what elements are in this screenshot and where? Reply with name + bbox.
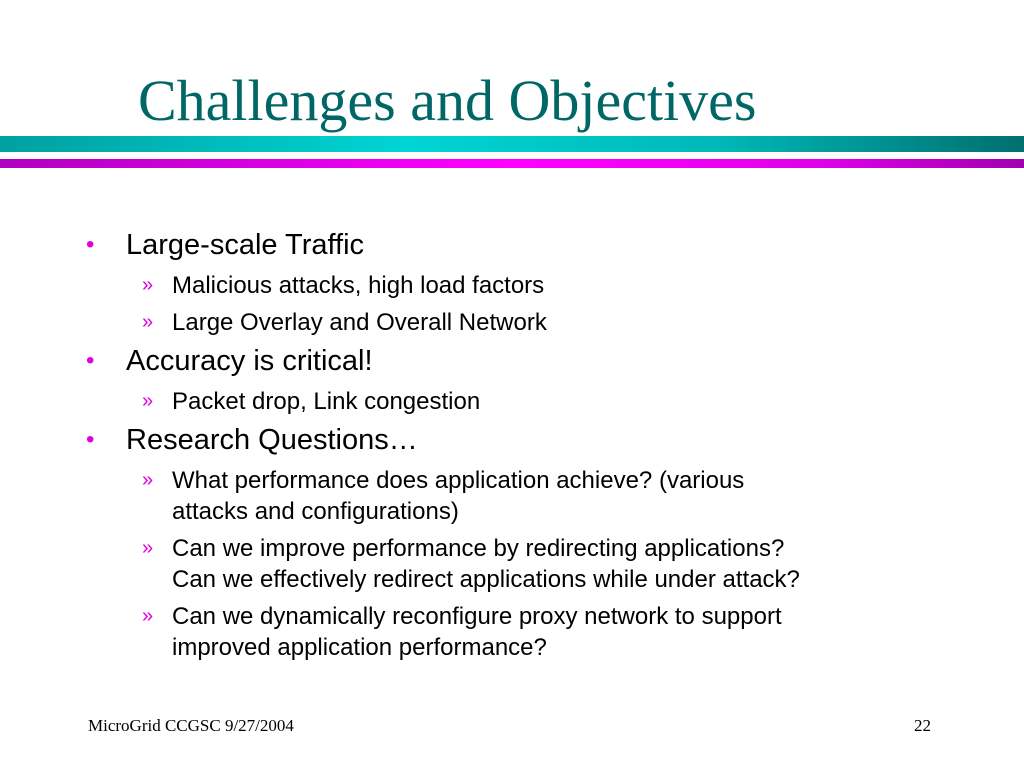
- sub-bullet-text: Malicious attacks, high load factors: [172, 272, 545, 299]
- sub-bullet-text-line: attacks and configurations): [172, 498, 459, 525]
- bullet-dot-icon: •: [86, 231, 95, 258]
- sub-bullet-chevron-icon: »: [142, 469, 154, 491]
- sub-bullet-item: [86, 533, 966, 595]
- sub-bullet-chevron-icon: »: [142, 311, 154, 333]
- sub-bullet-item: [86, 465, 966, 527]
- sub-bullet-item: [86, 601, 966, 663]
- sub-bullet-text: Packet drop, Link congestion: [172, 388, 481, 415]
- footer-text: MicroGrid CCGSC 9/27/2004: [88, 716, 294, 735]
- sub-bullet-text-line: What performance does application achieve? (various: [172, 467, 745, 494]
- bullet-item: [86, 342, 966, 380]
- bullet-text: Research Questions…: [126, 424, 418, 456]
- bullet-dot-icon: •: [86, 347, 95, 374]
- sub-bullet-text-line: improved application performance?: [172, 634, 547, 661]
- sub-bullet-item: [86, 386, 966, 417]
- bullet-text: Large-scale Traffic: [126, 229, 365, 261]
- bullet-dot-icon: •: [86, 426, 95, 453]
- sub-bullet-text: Large Overlay and Overall Network: [172, 309, 547, 336]
- slide-body: [86, 226, 966, 663]
- sub-bullet-text-line: Can we effectively redirect applications while under attack?: [172, 566, 800, 593]
- sub-bullet-item: [86, 270, 966, 301]
- sub-bullet-text-line: Can we improve performance by redirecting applications?: [172, 535, 785, 562]
- slide-title: Challenges and Objectives: [138, 68, 757, 133]
- page-number: 22: [914, 716, 931, 735]
- sub-bullet-chevron-icon: »: [142, 390, 154, 412]
- sub-bullet-text-line: Can we dynamically reconfigure proxy network to support: [172, 603, 782, 630]
- sub-bullet-chevron-icon: »: [142, 537, 154, 559]
- title-underline-magenta-bar: [0, 159, 1024, 168]
- bullet-item: [86, 421, 966, 459]
- sub-bullet-chevron-icon: »: [142, 605, 154, 627]
- title-underline-teal-bar: [0, 136, 1024, 152]
- bullet-item: [86, 226, 966, 264]
- bullet-text: Accuracy is critical!: [126, 345, 373, 377]
- sub-bullet-chevron-icon: »: [142, 274, 154, 296]
- sub-bullet-item: [86, 307, 966, 338]
